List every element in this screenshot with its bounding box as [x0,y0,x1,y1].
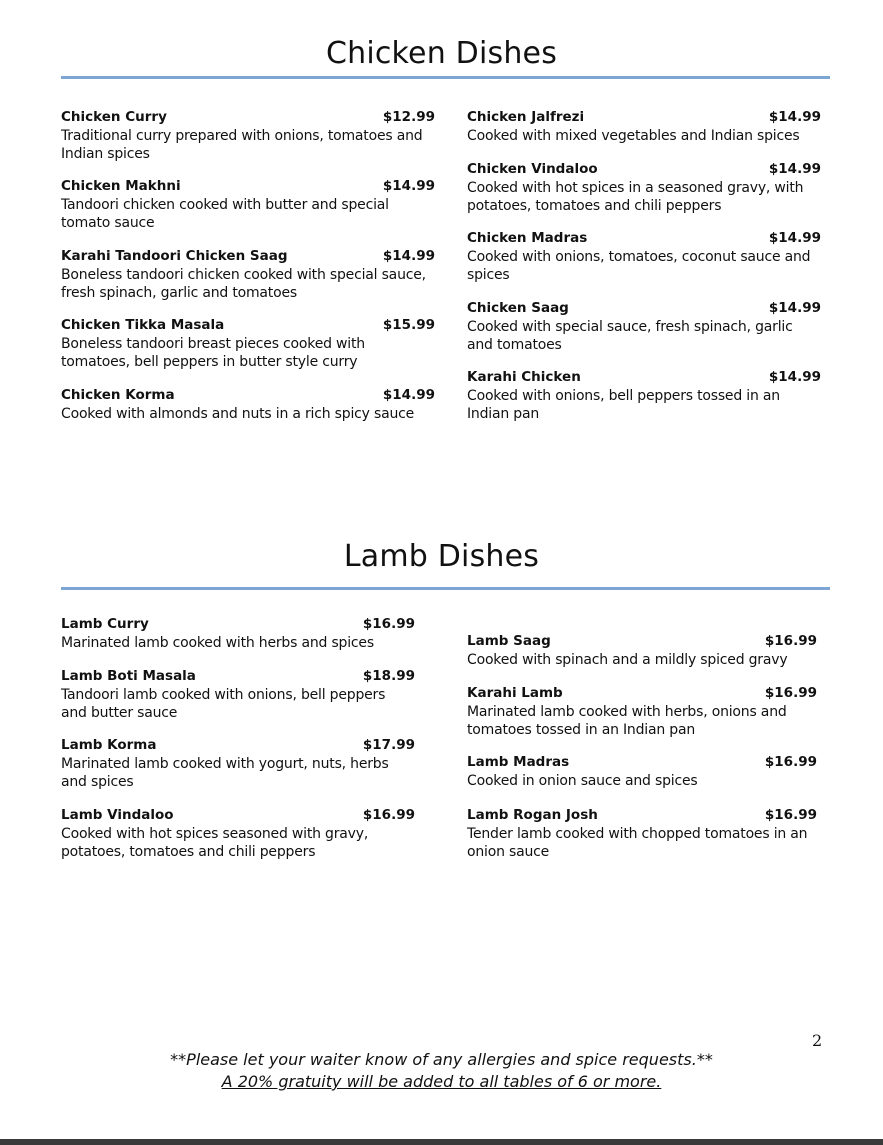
item-price: $14.99 [768,161,821,177]
item-name: Lamb Rogan Josh [467,807,598,823]
item-name: Chicken Vindaloo [467,161,598,177]
menu-item [61,109,435,163]
item-price: $14.99 [382,387,435,403]
item-price: $16.99 [764,633,817,649]
item-price: $14.99 [382,248,435,264]
item-description: Boneless tandoori chicken cooked with special sauce, fresh spinach, garlic and tomatoes [61,267,426,301]
item-description: Tandoori lamb cooked with onions, bell peppers and butter sauce [61,687,386,721]
item-name: Chicken Jalfrezi [467,109,585,125]
menu-item [61,387,435,423]
item-description: Cooked with spinach and a mildly spiced gravy [467,652,788,668]
item-price: $16.99 [362,807,415,823]
item-price: $14.99 [768,300,821,316]
item-description: Cooked with hot spices in a seasoned gravy, with potatoes, tomatoes and chili peppers [467,180,804,214]
lamb-section-title: Lamb Dishes [343,539,540,574]
menu-item [61,668,415,722]
item-description: Tandoori chicken cooked with butter and special tomato sauce [61,197,389,231]
menu-item [467,369,821,423]
item-price: $12.99 [382,109,435,125]
item-name: Chicken Saag [467,300,569,316]
page-number: 2 [812,1031,823,1050]
item-price: $14.99 [768,230,821,246]
lamb-title-rule [61,587,830,590]
item-name: Karahi Tandoori Chicken Saag [61,248,288,264]
chicken-section-title: Chicken Dishes [325,36,558,71]
item-description: Marinated lamb cooked with yogurt, nuts, herbs and spices [61,756,389,790]
item-name: Lamb Vindaloo [61,807,174,823]
menu-item [467,754,817,790]
item-name: Lamb Boti Masala [61,668,196,684]
menu-item [467,109,821,145]
item-price: $15.99 [382,317,435,333]
item-name: Lamb Curry [61,616,149,632]
item-price: $16.99 [764,754,817,770]
item-name: Karahi Chicken [467,369,581,385]
item-price: $18.99 [362,668,415,684]
item-price: $16.99 [362,616,415,632]
menu-item [61,248,435,302]
item-description: Marinated lamb cooked with herbs, onions and tomatoes tossed in an Indian pan [467,704,787,738]
item-name: Lamb Madras [467,754,570,770]
item-price: $16.99 [764,807,817,823]
item-price: $14.99 [768,369,821,385]
item-description: Cooked with hot spices seasoned with gravy, potatoes, tomatoes and chili peppers [61,826,369,860]
item-price: $14.99 [768,109,821,125]
menu-item [61,737,415,791]
item-description: Tender lamb cooked with chopped tomatoes in an onion sauce [467,826,808,860]
item-name: Chicken Makhni [61,178,181,194]
item-name: Chicken Tikka Masala [61,317,225,333]
menu-item [61,807,415,861]
item-name: Chicken Madras [467,230,588,246]
menu-item [61,317,435,371]
item-name: Lamb Korma [61,737,157,753]
item-description: Cooked with special sauce, fresh spinach, garlic and tomatoes [467,319,793,353]
menu-item [61,178,435,232]
item-price: $14.99 [382,178,435,194]
gratuity-note: A 20% gratuity will be added to all tables of 6 or more. [221,1072,662,1091]
item-description: Cooked with onions, tomatoes, coconut sauce and spices [467,249,811,283]
item-price: $17.99 [362,737,415,753]
menu-item [467,230,821,284]
item-description: Cooked with mixed vegetables and Indian spices [467,128,800,144]
item-name: Lamb Saag [467,633,551,649]
item-name: Karahi Lamb [467,685,563,701]
item-description: Cooked in onion sauce and spices [467,773,698,789]
item-description: Cooked with onions, bell peppers tossed in an Indian pan [467,388,780,422]
item-name: Chicken Curry [61,109,167,125]
page-bottom-edge [0,1139,883,1145]
menu-item [467,807,817,861]
menu-item [467,300,821,354]
item-description: Boneless tandoori breast pieces cooked with tomatoes, bell peppers in butter style curry [61,336,365,370]
chicken-title-rule [61,76,830,79]
item-description: Cooked with almonds and nuts in a rich spicy sauce [61,406,415,422]
menu-item [467,633,817,669]
item-description: Marinated lamb cooked with herbs and spices [61,635,374,651]
menu-item [467,685,817,739]
allergy-note: **Please let your waiter know of any allergies and spice requests.** [170,1050,713,1069]
item-price: $16.99 [764,685,817,701]
item-description: Traditional curry prepared with onions, tomatoes and Indian spices [61,128,423,162]
menu-item [61,616,415,652]
menu-item [467,161,821,215]
item-name: Chicken Korma [61,387,175,403]
